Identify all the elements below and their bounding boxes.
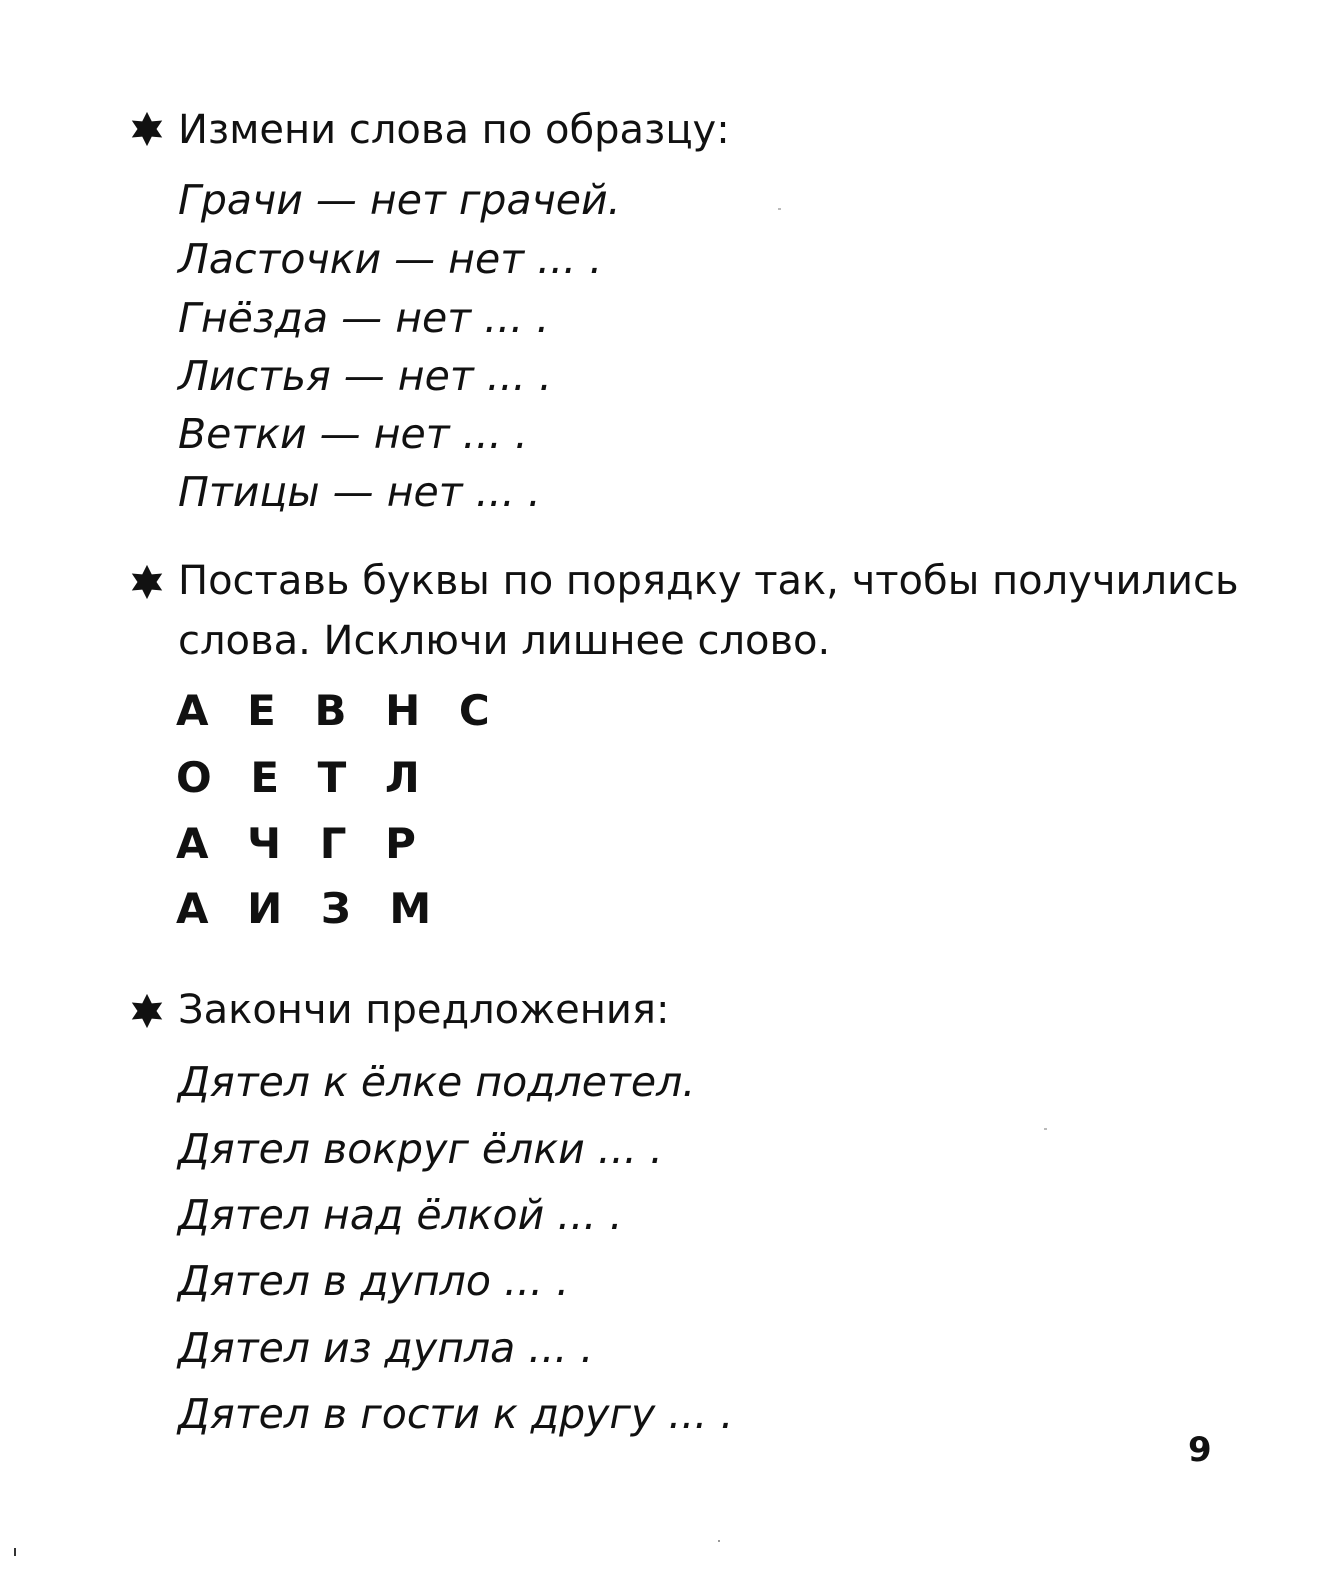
exercise-line: Дятел в гости к другу ... . [178,1390,734,1438]
exercise-line: Гнёзда — нет ... . [178,294,550,342]
scan-speck [778,208,781,210]
letter-group: А И З М [176,884,444,933]
task-2-instruction-line-2: слова. Исключи лишнее слово. [178,618,831,664]
exercise-line: Ласточки — нет ... . [178,235,603,283]
exercise-line: Дятел из дупла ... . [178,1324,594,1372]
six-pointed-star-icon [128,992,166,1030]
exercise-line: Листья — нет ... . [178,352,552,400]
six-pointed-star-icon [128,110,166,148]
task-3-instruction: Закончи предложения: [178,987,670,1033]
scan-speck [14,1548,16,1556]
letter-group: О Е Т Л [176,753,432,802]
page-number: 9 [1188,1430,1212,1470]
six-pointed-star-icon [128,563,166,601]
exercise-line: Ветки — нет ... . [178,410,528,458]
exercise-line: Птицы — нет ... . [178,468,541,516]
letter-group: А Ч Г Р [176,819,428,868]
example-line: Грачи — нет грачей. [178,176,621,224]
scan-speck [1044,1128,1047,1130]
scan-speck [718,1540,720,1542]
exercise-line: Дятел в дупло ... . [178,1257,570,1305]
task-1-instruction: Измени слова по образцу: [178,107,730,153]
task-2-instruction-line-1: Поставь буквы по порядку так, чтобы получились [178,558,1239,604]
letter-group: А Е В Н С [176,686,502,735]
example-line: Дятел к ёлке подлетел. [178,1058,696,1106]
exercise-line: Дятел вокруг ёлки ... . [178,1125,663,1173]
exercise-line: Дятел над ёлкой ... . [178,1191,623,1239]
